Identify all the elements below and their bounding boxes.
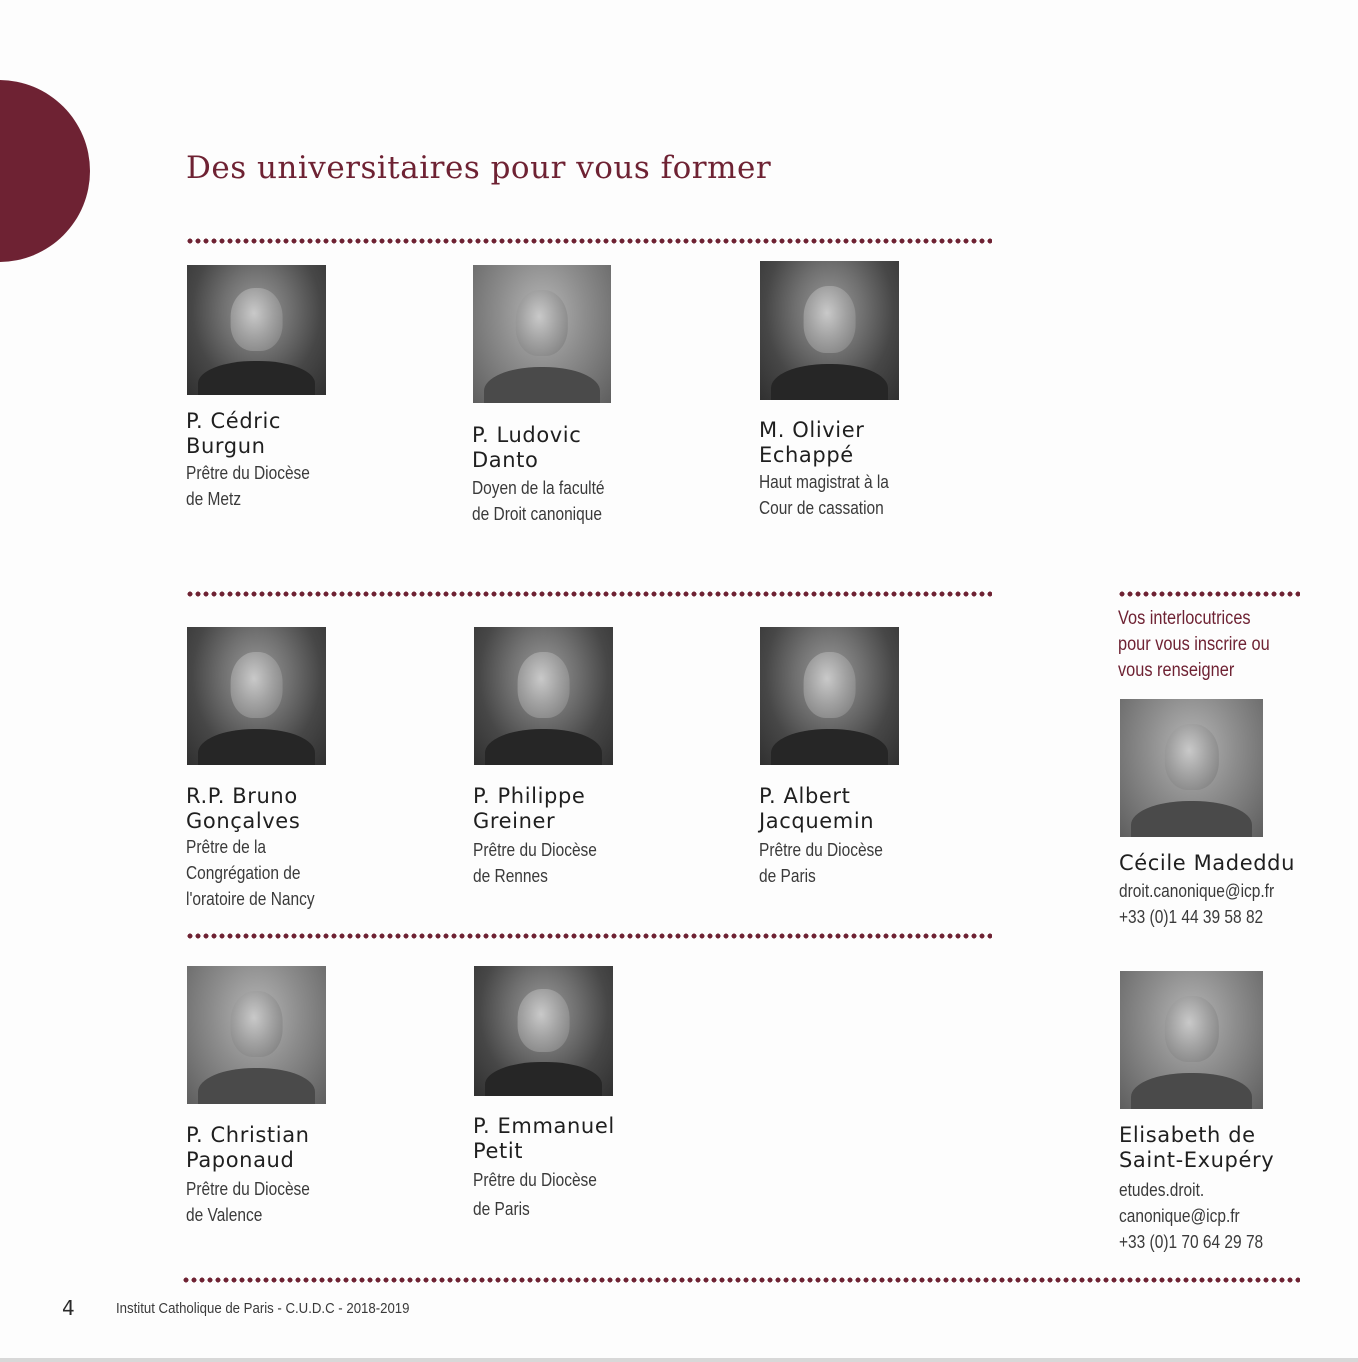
contacts-intro: Vos interlocutrices pour vous inscrire ou vous renseigner (1118, 608, 1270, 681)
faculty-name: P. Emmanuel Petit (473, 1114, 615, 1163)
page-title: Des universitaires pour vous former (186, 150, 772, 186)
separator-bottom (182, 1277, 1300, 1283)
portrait-photo (473, 265, 611, 403)
page-number: 4 (62, 1296, 75, 1320)
faculty-role: Prêtre du Diocèse de Paris (473, 1170, 597, 1219)
separator-contacts (1118, 591, 1300, 597)
contact-photo (1120, 971, 1263, 1109)
portrait-photo (474, 966, 613, 1096)
contact-name: Cécile Madeddu (1119, 851, 1295, 875)
portrait-photo (187, 627, 326, 765)
contact-info (1119, 1177, 1263, 1255)
footer-text: Institut Catholique de Paris - C.U.D.C - 2018-2019 (116, 1300, 410, 1317)
faculty-name: P. Ludovic Danto (472, 423, 582, 472)
contact-email[interactable]: droit.canonique@icp.fr (1119, 881, 1275, 901)
contact-phone: +33 (0)1 44 39 58 82 (1119, 907, 1264, 927)
faculty-name: R.P. Bruno Gonçalves (186, 784, 301, 833)
portrait-photo (760, 261, 899, 400)
decorative-circle (0, 80, 90, 262)
faculty-role: Prêtre du Diocèse de Metz (186, 463, 310, 509)
contact-email[interactable]: etudes.droit. (1119, 1180, 1205, 1200)
separator-row2 (186, 591, 992, 597)
faculty-role: Prêtre de la Congrégation de l'oratoire de Nancy (186, 837, 315, 909)
portrait-photo (760, 627, 899, 765)
faculty-role: Prêtre du Diocèse de Valence (186, 1179, 310, 1225)
faculty-role: Prêtre du Diocèse de Rennes (473, 840, 597, 886)
portrait-photo (187, 966, 326, 1104)
page-edge (0, 1358, 1358, 1362)
separator-top (186, 238, 992, 244)
faculty-role: Doyen de la faculté de Droit canonique (472, 478, 605, 524)
portrait-photo (187, 265, 326, 395)
separator-row3 (186, 933, 992, 939)
portrait-photo (474, 627, 613, 765)
faculty-name: P. Christian Paponaud (186, 1123, 310, 1172)
faculty-name: M. Olivier Echappé (759, 418, 865, 467)
faculty-name: P. Albert Jacquemin (759, 784, 875, 833)
contact-name: Elisabeth de Saint-Exupéry (1119, 1123, 1275, 1172)
faculty-name: P. Philippe Greiner (473, 784, 586, 833)
contact-phone: +33 (0)1 70 64 29 78 (1119, 1232, 1264, 1252)
contact-email-cont[interactable]: canonique@icp.fr (1119, 1206, 1240, 1226)
faculty-role: Prêtre du Diocèse de Paris (759, 840, 883, 886)
contact-photo (1120, 699, 1263, 837)
faculty-role: Haut magistrat à la Cour de cassation (759, 472, 889, 518)
faculty-name: P. Cédric Burgun (186, 409, 282, 458)
contact-info (1119, 878, 1274, 930)
